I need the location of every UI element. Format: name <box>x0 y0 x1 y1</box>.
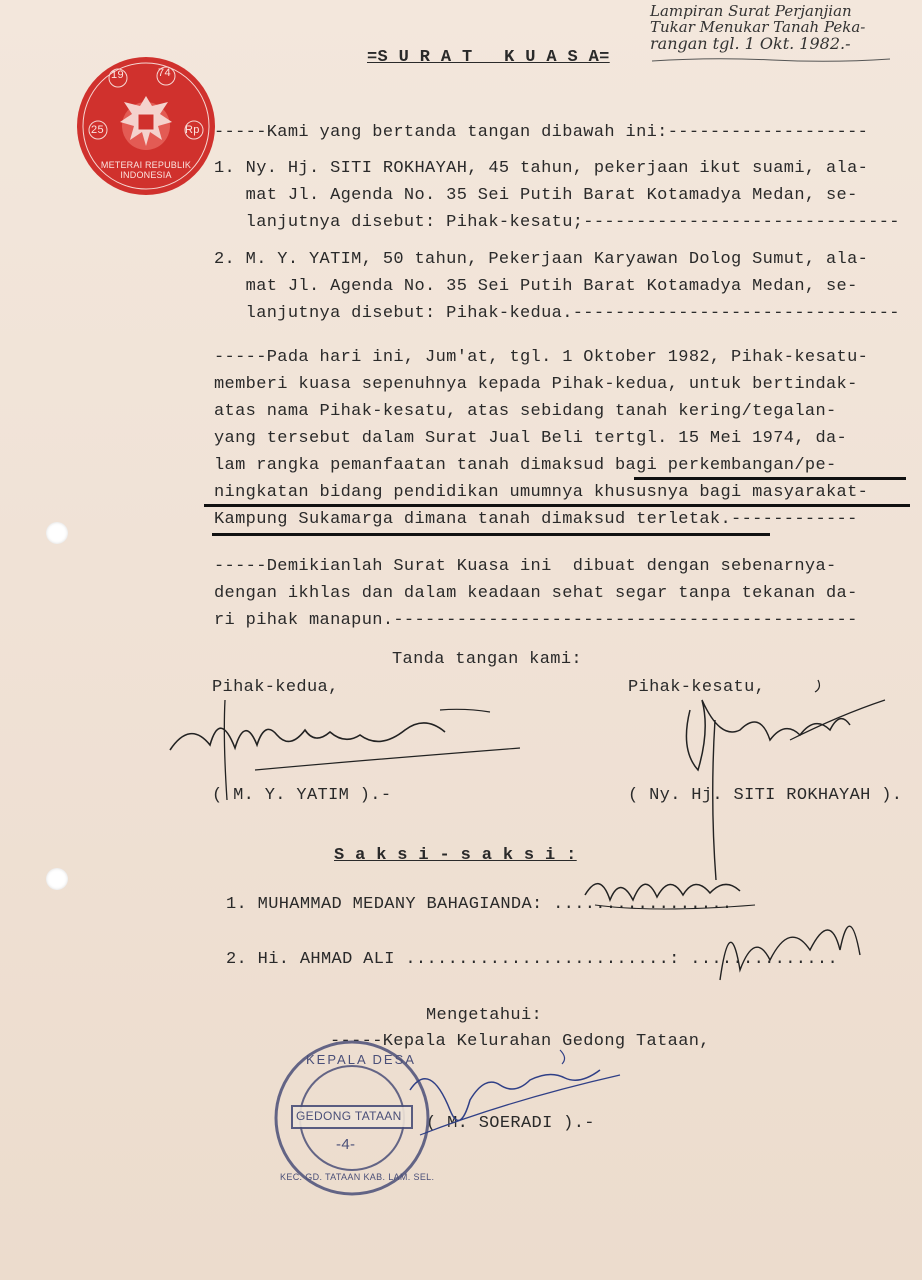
signature-left <box>165 690 525 830</box>
body-line-6: ningkatan bidang pendidikan umumnya khususnya bagi masyarakat- <box>214 483 869 502</box>
party-2-line-2: mat Jl. Agenda No. 35 Sei Putih Barat Kotamadya Medan, se- <box>214 277 858 296</box>
emphasis-underline-1 <box>634 477 906 480</box>
witness-2-signature <box>710 890 880 990</box>
party-2-line-1: 2. M. Y. YATIM, 50 tahun, Pekerjaan Karyawan Dolog Sumut, ala- <box>214 250 869 269</box>
village-head-signature <box>390 1040 630 1150</box>
margin-note-line-3: rangan tgl. 1 Okt. 1982.- <box>650 34 851 53</box>
village-stamp-center: GEDONG TATAAN <box>296 1109 402 1123</box>
stamp-value: 25 <box>91 124 104 136</box>
body-line-3: atas nama Pihak-kesatu, atas sebidang tanah kering/tegalan- <box>214 402 837 421</box>
signatory-name-right: ( Ny. Hj. SITI ROKHAYAH ). <box>628 786 903 805</box>
signature-header: Tanda tangan kami: <box>392 650 582 669</box>
acknowledgement-name: ( M. SOERADI ).- <box>426 1114 595 1133</box>
witness-1: 1. MUHAMMAD MEDANY BAHAGIANDA: ................. <box>226 895 733 914</box>
margin-note-line-1: Lampiran Surat Perjanjian <box>650 2 852 20</box>
party-1-line-3: lanjutnya disebut: Pihak-kesatu;------------------------------ <box>214 213 900 232</box>
village-stamp-bottom: KEC. GD. TATAAN KAB. LAM. SEL. <box>280 1172 435 1182</box>
party-1-line-1: 1. Ny. Hj. SITI ROKHAYAH, 45 tahun, pekerjaan ikut suami, ala- <box>214 159 869 178</box>
village-stamp-top: KEPALA DESA <box>306 1052 416 1067</box>
closing-line-2: dengan ikhlas dan dalam keadaan sehat segar tanpa tekanan da- <box>214 584 858 603</box>
signature-right <box>650 670 890 890</box>
intro-line: -----Kami yang bertanda tangan dibawah ini:------------------- <box>214 123 869 142</box>
stamp-text: METERAI REPUBLIK INDONESIA <box>100 160 192 180</box>
acknowledgement-title: -----Kepala Kelurahan Gedong Tataan, <box>330 1032 710 1051</box>
margin-note-underline <box>652 55 892 65</box>
witness-2: 2. Hi. AHMAD ALI .........................: .............. <box>226 950 838 969</box>
signatory-name-left: ( M. Y. YATIM ).- <box>212 786 392 805</box>
signature-label-right: Pihak-kesatu, <box>628 678 766 697</box>
acknowledgement-header: Mengetahui: <box>426 1006 543 1025</box>
village-stamp-number: -4- <box>336 1136 356 1153</box>
body-line-1: -----Pada hari ini, Jum'at, tgl. 1 Oktober 1982, Pihak-kesatu- <box>214 348 869 367</box>
party-2-line-3: lanjutnya disebut: Pihak-kedua.------------------------------- <box>214 304 900 323</box>
stamp-year-left: 19 <box>111 69 124 81</box>
party-1-line-2: mat Jl. Agenda No. 35 Sei Putih Barat Kotamadya Medan, se- <box>214 186 858 205</box>
punch-hole-top <box>46 522 68 544</box>
emphasis-underline-2 <box>204 504 910 507</box>
closing-line-1: -----Demikianlah Surat Kuasa ini dibuat dengan sebenarnya- <box>214 557 837 576</box>
margin-note-line-2: Tukar Menukar Tanah Peka- <box>650 18 866 36</box>
stamp-currency: Rp <box>185 124 200 136</box>
emphasis-underline-3 <box>212 533 770 536</box>
body-line-2: memberi kuasa sepenuhnya kepada Pihak-kedua, untuk bertindak- <box>214 375 858 394</box>
punch-hole-bottom <box>46 868 68 890</box>
document-title: =S U R A T K U A S A= <box>367 48 610 67</box>
body-line-5: lam rangka pemanfaatan tanah dimaksud bagi perkembangan/pe- <box>214 456 837 475</box>
witnesses-header: S a k s i - s a k s i : <box>334 846 577 865</box>
signature-label-left: Pihak-kedua, <box>212 678 339 697</box>
body-line-4: yang tersebut dalam Surat Jual Beli tertgl. 15 Mei 1974, da- <box>214 429 848 448</box>
body-line-7: Kampung Sukamarga dimana tanah dimaksud terletak.------------ <box>214 510 858 529</box>
stamp-year-right: 74 <box>158 67 171 79</box>
closing-line-3: ri pihak manapun.-------------------------------------------- <box>214 611 858 630</box>
